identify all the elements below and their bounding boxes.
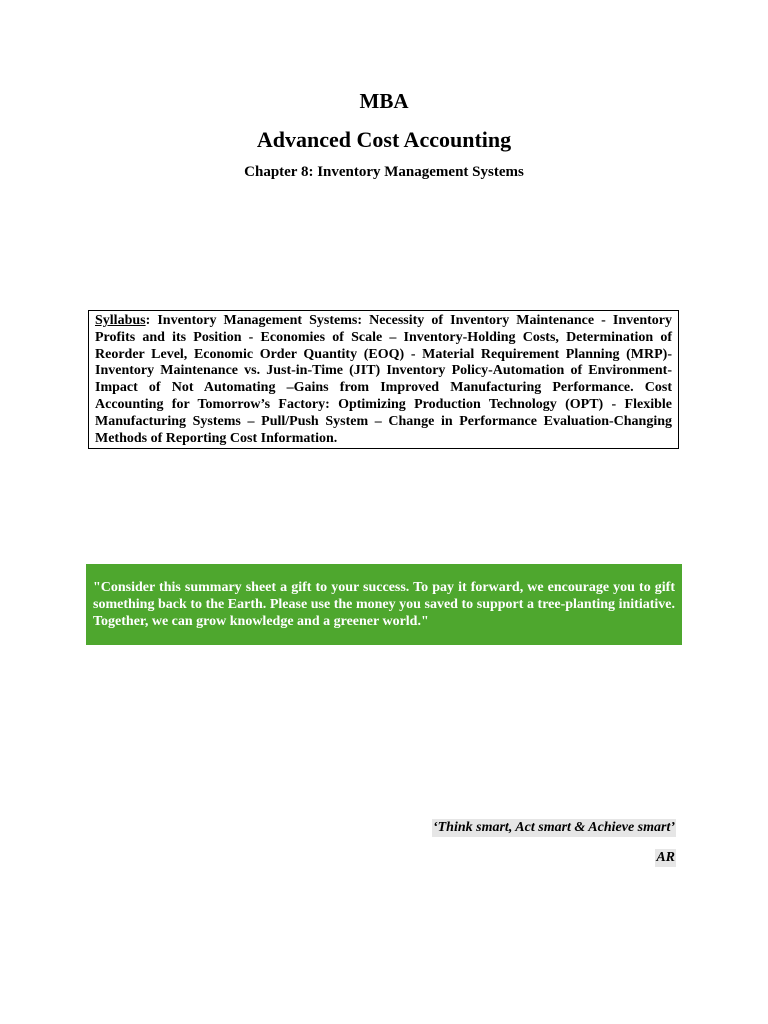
gift-note-text: "Consider this summary sheet a gift to your success. To pay it forward, we encourage you to gift something back to the Earth. Please use the money you saved to support a tree-planting initiative. Together, we can grow knowledge and a greener world." bbox=[93, 580, 675, 629]
gift-note-box bbox=[86, 564, 682, 645]
chapter-title: Chapter 8: Inventory Management Systems bbox=[244, 164, 524, 180]
syllabus-box bbox=[88, 310, 679, 449]
author-signature: AR bbox=[656, 850, 675, 865]
tagline: ‘Think smart, Act smart & Achieve smart’ bbox=[432, 820, 675, 835]
course-title: Advanced Cost Accounting bbox=[256, 127, 512, 152]
syllabus-text: Inventory Management Systems: Necessity of Inventory Maintenance - Inventory Profits and its Position - Economies of Scale – Inventory-Holding Costs, Determination of Reorder Level, Economic Order Quantity (EOQ) - Material Requirement Planning (MRP)- Inventory Maintenance vs. Just-in-Time (JIT) Inventory Policy-Automation of Environment-Impact of Not Automating –Gains from Improved Manufacturing Performance. Cost Accounting for Tomorrow’s Factory: Optimizing Production Technology (OPT) - Flexible Manufacturing Systems – Pull/Push System – Change in Performance Evaluation-Changing Methods of Reporting Cost Information. bbox=[95, 313, 672, 446]
syllabus-label: Syllabus bbox=[95, 313, 146, 328]
syllabus-separator: : bbox=[145, 313, 151, 328]
program-title: MBA bbox=[359, 89, 409, 113]
